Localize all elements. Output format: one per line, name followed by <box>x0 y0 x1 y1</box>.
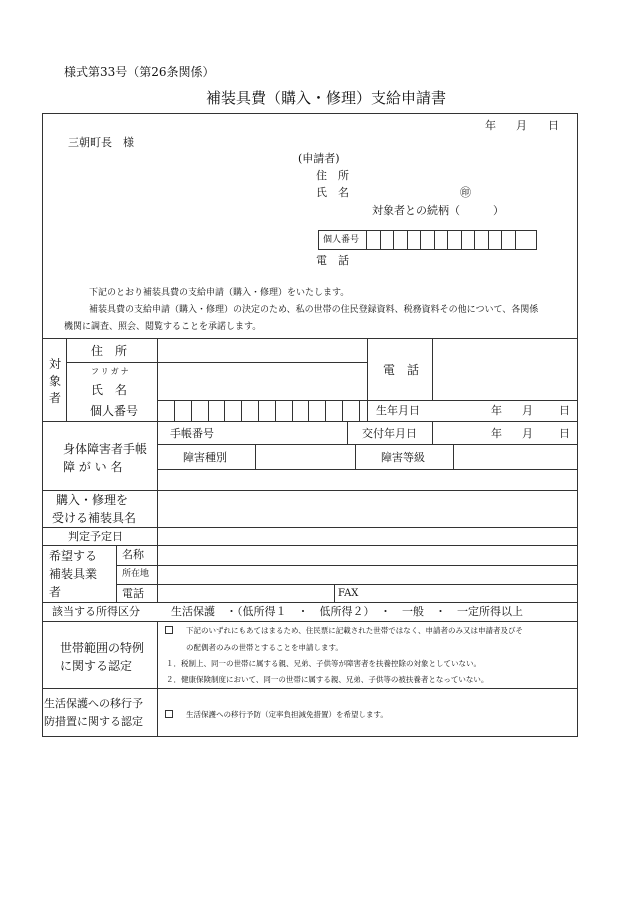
disability-type-label: 障害種別 <box>183 451 227 464</box>
subject-personal-no-cell-divider <box>292 400 293 421</box>
issue-day: 日 <box>559 427 570 440</box>
subject-furigana-label: フリガナ <box>91 367 131 376</box>
applicant-phone-label: 電 話 <box>316 254 349 267</box>
applicant-personal-no-cell-divider <box>380 230 381 250</box>
device-label-1: 購入・修理を <box>56 493 129 507</box>
applicant-personal-no-cell-divider <box>407 230 408 250</box>
issue-month: 月 <box>522 427 533 440</box>
applicant-address-label: 住 所 <box>316 169 349 182</box>
vendor-label-1: 希望する <box>49 549 98 563</box>
form-number: 様式第33号（第26条関係） <box>64 65 215 79</box>
addressee: 三朝町長 様 <box>68 136 134 149</box>
welfare-label-1: 生活保護への移行予 <box>44 697 143 710</box>
applicant-personal-no-cell-divider <box>501 230 502 250</box>
seal-mark: ㊞ <box>460 186 471 199</box>
subject-name-label: 氏 名 <box>91 383 128 397</box>
applicant-personal-no-cell-divider <box>366 230 367 250</box>
subject-personal-no-cell-divider <box>224 400 225 421</box>
applicant-personal-no-cell-divider <box>488 230 489 250</box>
applicant-personal-no-cell-divider <box>461 230 462 250</box>
income-options[interactable]: 生活保護 ・（低所得１ ・ 低所得２） ・ 一般 ・ 一定所得以上 <box>171 605 523 618</box>
applicant-personal-no-cell-divider <box>515 230 516 250</box>
disability-label-2: 障 が い 名 <box>63 460 123 474</box>
subject-personal-no-cell-divider <box>191 400 192 421</box>
subject-personal-no-cell-divider <box>308 400 309 421</box>
applicant-personal-no-cell-divider <box>393 230 394 250</box>
subject-personal-no-cell-divider <box>342 400 343 421</box>
welfare-text: 生活保護への移行予防（定率負担減免措置）を希望します。 <box>186 710 388 719</box>
household-checkbox[interactable] <box>165 626 173 634</box>
vendor-name-label: 名称 <box>122 548 144 561</box>
subject-label-3: 者 <box>49 391 62 405</box>
disability-grade-label: 障害等級 <box>381 451 425 464</box>
subject-birth-year: 年 <box>491 404 502 417</box>
disability-label-1: 身体障害者手帳 <box>63 442 148 456</box>
statement-line-1: 下記のとおり補装具費の支給申請（購入・修理）をいたします。 <box>89 288 350 298</box>
subject-label-2: 象 <box>49 374 62 388</box>
statement-line-2: 補装具費の支給申請（購入・修理）の決定のため、私の世帯の住民登録資料、税務資料その他について、各関係 <box>89 305 539 315</box>
vendor-label-3: 者 <box>49 585 62 599</box>
household-label-1: 世帯範囲の特例 <box>60 641 145 655</box>
applicant-heading: (申請者) <box>298 152 340 165</box>
vendor-label-2: 補装具業 <box>49 567 98 581</box>
subject-personal-no-label: 個人番号 <box>90 404 139 418</box>
judgement-date-label: 判定予定日 <box>68 530 123 543</box>
applicant-personal-no-cell-divider <box>474 230 475 250</box>
household-label-2: に関する認定 <box>60 659 133 673</box>
subject-birth-day: 日 <box>559 404 570 417</box>
subject-personal-no-cell-divider <box>208 400 209 421</box>
subject-birth-label: 生年月日 <box>376 404 420 417</box>
applicant-personal-no-cell-divider <box>447 230 448 250</box>
household-line-3: １．税制上、同一の世帯に属する親、兄弟、子供等が障害者を扶養控除の対象としていない。 <box>166 659 481 668</box>
subject-personal-no-cell-divider <box>359 400 360 421</box>
relation-label: 対象者との続柄（ ） <box>372 204 504 217</box>
income-label: 該当する所得区分 <box>52 605 140 618</box>
applicant-personal-no-label: 個人番号 <box>323 235 360 245</box>
date-year-label: 年 <box>485 119 496 132</box>
device-label-2: 受ける補装具名 <box>52 511 137 525</box>
vendor-phone-label: 電話 <box>122 587 144 600</box>
applicant-name-label: 氏 名 <box>316 186 349 199</box>
subject-personal-no-cell-divider <box>275 400 276 421</box>
issue-year: 年 <box>491 427 502 440</box>
book-no-label: 手帳番号 <box>170 427 214 440</box>
date-month-label: 月 <box>516 119 527 132</box>
household-line-2: の配偶者のみの世帯とすることを申請します。 <box>186 643 343 652</box>
form-title: 補装具費（購入・修理）支給申請書 <box>206 89 447 107</box>
subject-personal-no-cell-divider <box>241 400 242 421</box>
vendor-fax-label: FAX <box>338 588 359 599</box>
subject-label-1: 対 <box>49 357 62 371</box>
applicant-personal-no-cell-divider <box>434 230 435 250</box>
subject-personal-no-cell-divider <box>174 400 175 421</box>
welfare-label-2: 防措置に関する認定 <box>44 715 143 728</box>
applicant-personal-no-cell-divider <box>420 230 421 250</box>
subject-personal-no-cell-divider <box>325 400 326 421</box>
subject-personal-no-cell-divider <box>258 400 259 421</box>
welfare-checkbox[interactable] <box>165 710 173 718</box>
vendor-location-label: 所在地 <box>122 569 150 579</box>
household-line-4: ２．健康保険制度において、同一の世帯に属する親、兄弟、子供等の被扶養者となっていない。 <box>166 675 489 684</box>
subject-phone-label: 電 話 <box>383 363 420 377</box>
date-day-label: 日 <box>548 119 559 132</box>
statement-line-3: 機関に調査、照会、閲覧することを承諾します。 <box>64 322 262 332</box>
subject-birth-month: 月 <box>522 404 533 417</box>
issue-date-label: 交付年月日 <box>362 427 417 440</box>
subject-address-label: 住 所 <box>91 344 128 358</box>
household-line-1: 下記のいずれにもあてはまるため、住民票に記載された世帯ではなく、申請者のみ又は申請者及びそ <box>186 626 524 635</box>
